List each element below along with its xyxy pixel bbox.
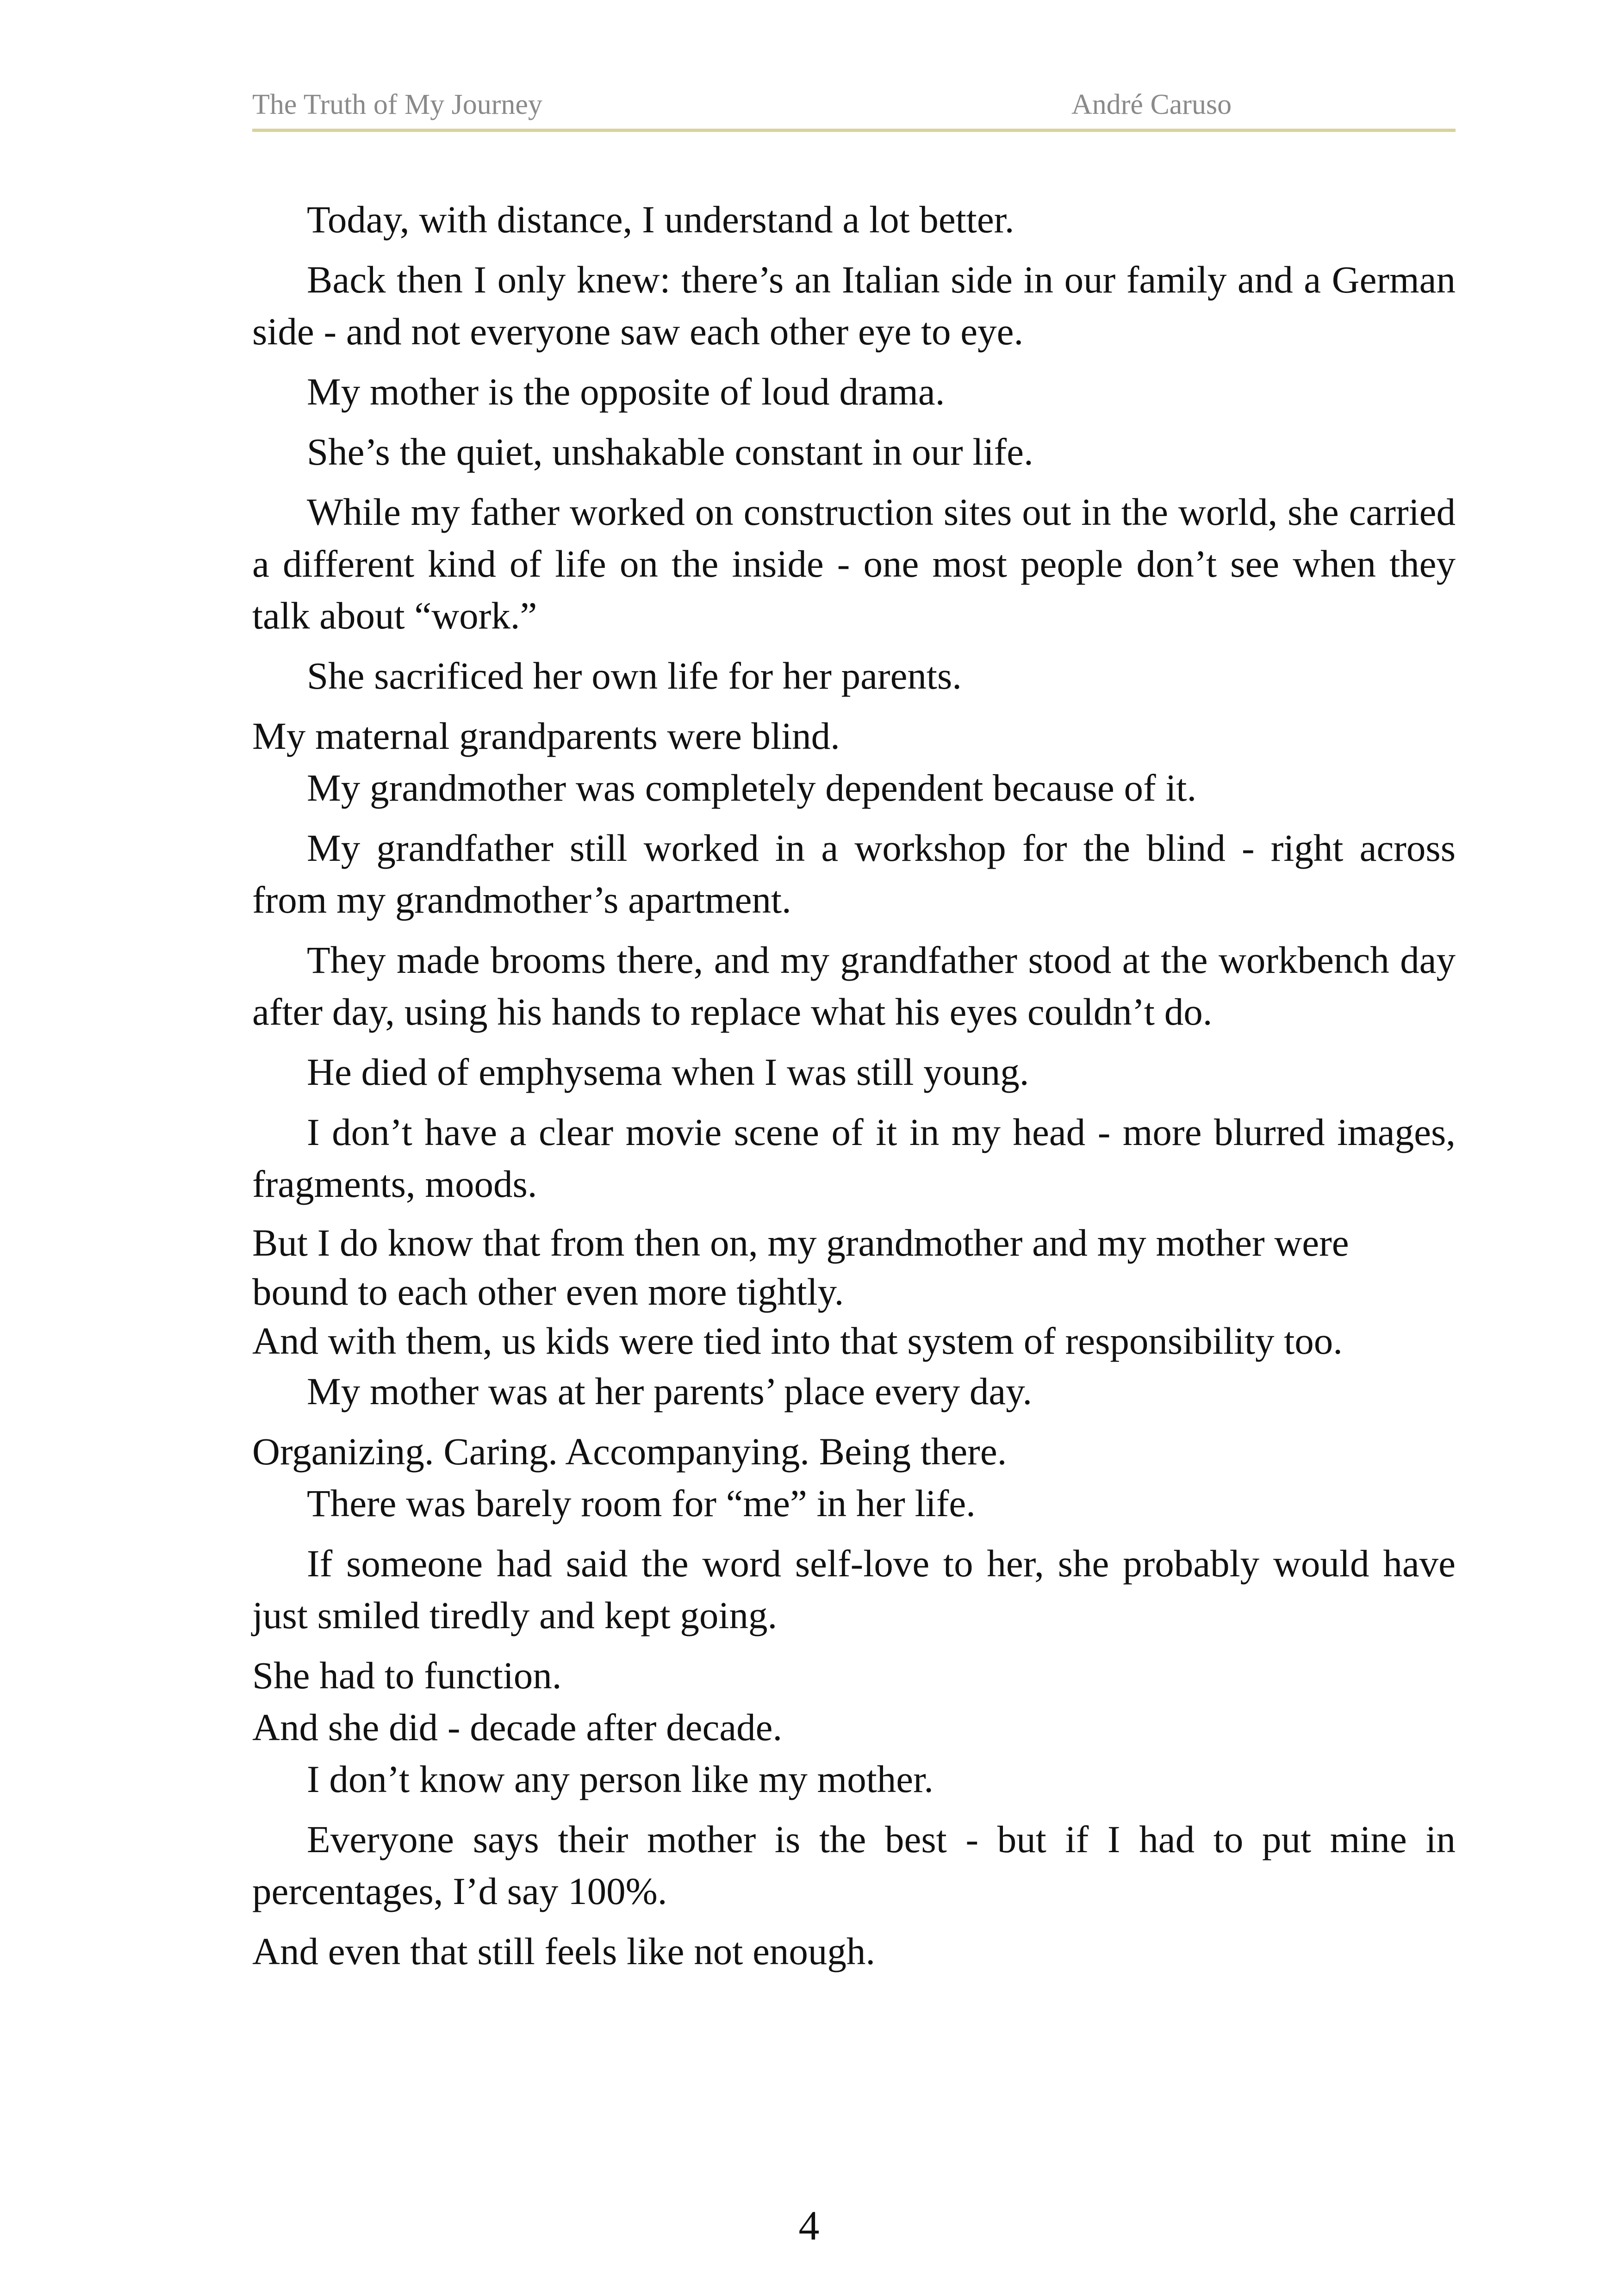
paragraph: She’s the quiet, unshakable constant in our life.: [307, 430, 1033, 473]
paragraph: My mother is the opposite of loud drama.: [307, 370, 945, 413]
paragraph: They made brooms there, and my grandfather stood at the workbench day after day, using his hands to replace what his eyes couldn’t do.: [252, 939, 1456, 1033]
paragraph: My mother was at her parents’ place every day.: [307, 1370, 1033, 1412]
paragraph: While my father worked on construction sites out in the world, she carried a different kind of life on the inside - one most people don’t see when they talk about “work.”: [252, 491, 1456, 637]
paragraph: I don’t know any person like my mother.: [307, 1758, 933, 1800]
paragraph: I don’t have a clear movie scene of it in my head - more blurred images, fragments, moods.: [252, 1111, 1456, 1205]
paragraph: And with them, us kids were tied into that system of responsibility too.: [252, 1319, 1343, 1362]
paragraph: And even that still feels like not enough.: [252, 1930, 876, 1972]
book-title: The Truth of My Journey: [252, 89, 542, 120]
paragraph: If someone had said the word self-love to her, she probably would have just smiled tiredly and kept going.: [252, 1542, 1456, 1636]
paragraph: My grandfather still worked in a workshop for the blind - right across from my grandmother’s apartment.: [252, 827, 1456, 921]
running-header: [252, 86, 1456, 132]
paragraph: She sacrificed her own life for her parents.: [307, 654, 962, 697]
paragraph: There was barely room for “me” in her life.: [307, 1482, 976, 1524]
body-text: [252, 193, 1456, 1977]
paragraph: Back then I only knew: there’s an Italian side in our family and a German side - and not everyone saw each other eye to eye.: [252, 258, 1456, 353]
paragraph: She had to function.: [252, 1654, 562, 1697]
author-name: André Caruso: [1071, 89, 1232, 120]
paragraph: And she did - decade after decade.: [252, 1706, 783, 1748]
paragraph: But I do know that from then on, my grandmother and my mother were bound to each other even more tightly.: [252, 1221, 1349, 1313]
page-number: 4: [798, 2203, 820, 2249]
paragraph: Everyone says their mother is the best - but if I had to put mine in percentages, I’d say 100%.: [252, 1818, 1456, 1912]
paragraph: Today, with distance, I understand a lot better.: [307, 198, 1014, 241]
paragraph: He died of emphysema when I was still young.: [307, 1051, 1029, 1093]
paragraph: My grandmother was completely dependent because of it.: [307, 766, 1197, 809]
paragraph: Organizing. Caring. Accompanying. Being there.: [252, 1430, 1007, 1473]
paragraph: My maternal grandparents were blind.: [252, 715, 840, 757]
